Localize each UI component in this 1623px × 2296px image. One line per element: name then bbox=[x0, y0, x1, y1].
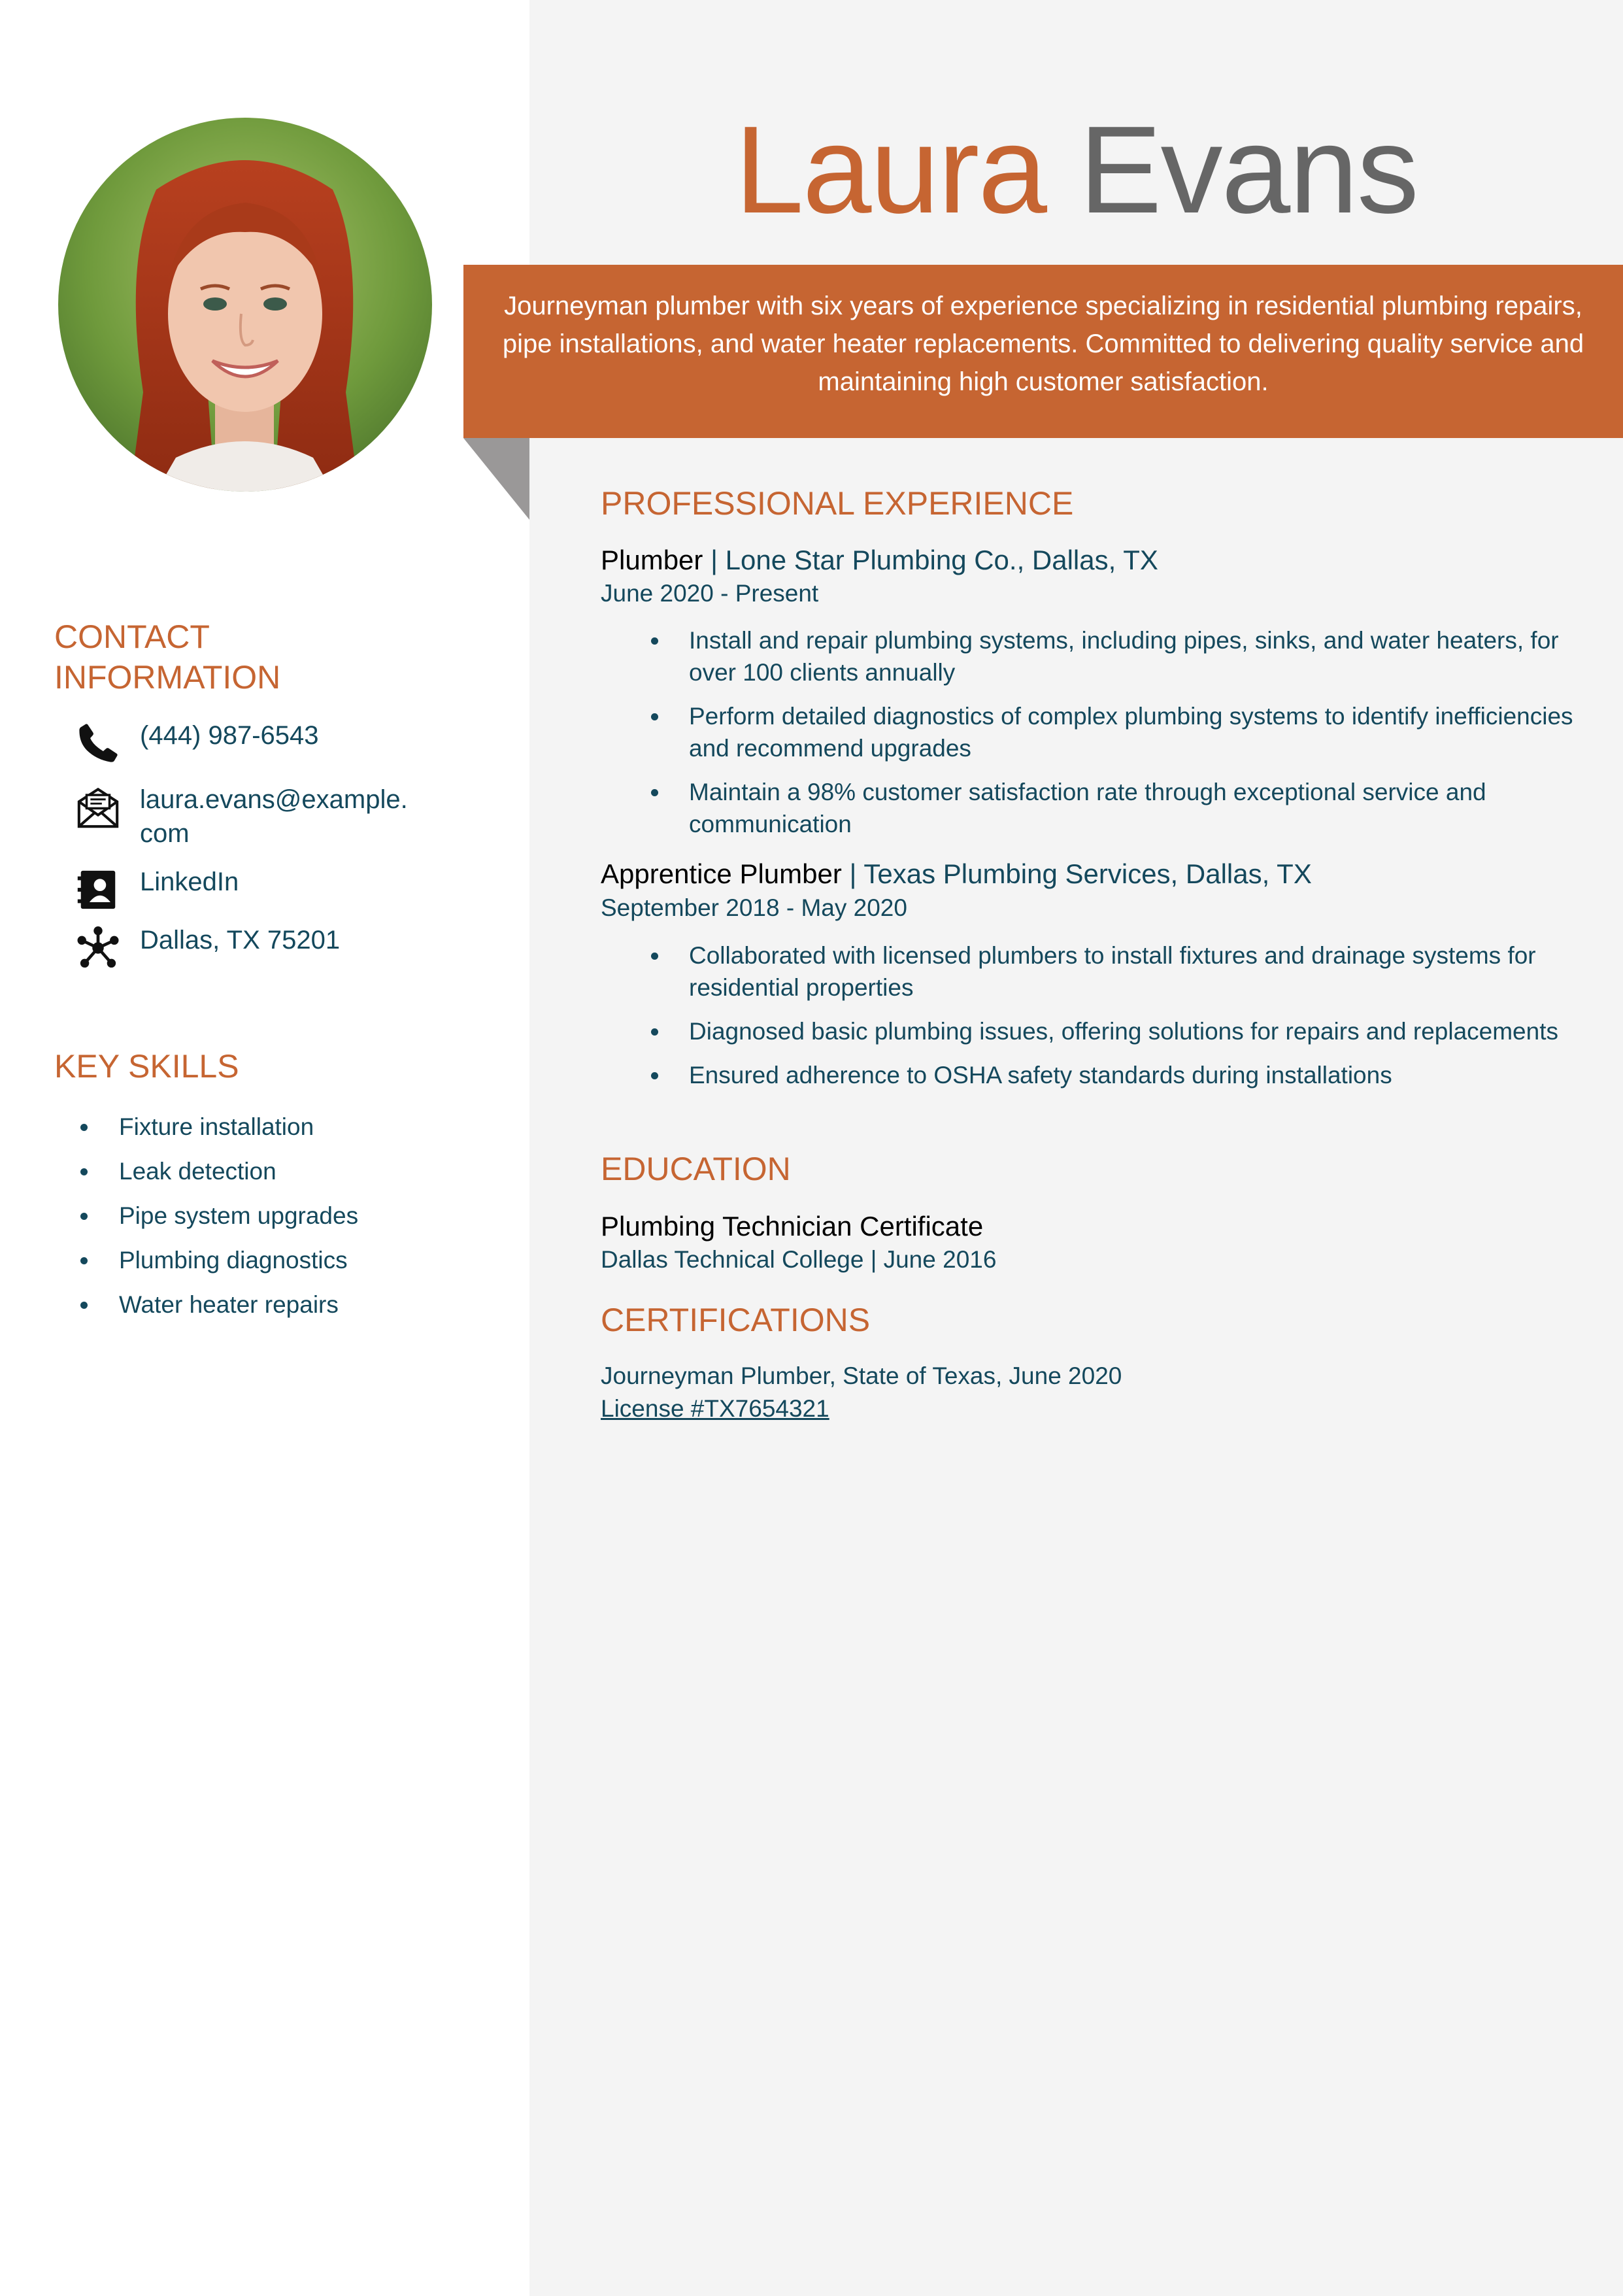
education-details: Dallas Technical College | June 2016 bbox=[601, 1246, 997, 1273]
bullet-item: Install and repair plumbing systems, including pipes, sinks, and water heaters, for over 100 clients annually bbox=[647, 624, 1582, 688]
skills-heading: KEY SKILLS bbox=[54, 1048, 239, 1085]
bullet-item: Perform detailed diagnostics of complex plumbing systems to identify inefficiencies and recommend upgrades bbox=[647, 700, 1582, 764]
job-title-2 bbox=[601, 856, 1312, 892]
bullet-item: Diagnosed basic plumbing issues, offering solutions for repairs and replacements bbox=[647, 1015, 1582, 1047]
skills-list bbox=[78, 1105, 358, 1327]
job-dates-1: June 2020 - Present bbox=[601, 580, 819, 607]
contact-linkedin bbox=[75, 865, 239, 915]
skill-item: Plumbing diagnostics bbox=[78, 1238, 358, 1283]
bullet-item: Maintain a 98% customer satisfaction rate through exceptional service and communication bbox=[647, 776, 1582, 840]
job-bullets-1 bbox=[647, 624, 1582, 852]
profile-photo bbox=[58, 118, 432, 492]
contact-heading: CONTACT INFORMATION bbox=[54, 618, 281, 696]
linkedin-text[interactable]: LinkedIn bbox=[140, 868, 239, 896]
email-icon bbox=[75, 783, 125, 832]
certifications-heading: CERTIFICATIONS bbox=[601, 1302, 871, 1338]
network-icon bbox=[75, 923, 125, 973]
skill-item: Water heater repairs bbox=[78, 1283, 358, 1327]
contact-location bbox=[75, 923, 340, 973]
job-role: Apprentice Plumber bbox=[601, 858, 842, 889]
education-degree: Plumbing Technician Certificate bbox=[601, 1211, 984, 1241]
location-text: Dallas, TX 75201 bbox=[140, 926, 341, 954]
license-link[interactable]: License #TX7654321 bbox=[601, 1395, 829, 1422]
first-name: Laura bbox=[735, 101, 1046, 239]
skill-item: Leak detection bbox=[78, 1149, 358, 1194]
education-heading: EDUCATION bbox=[601, 1151, 791, 1187]
summary-banner bbox=[463, 265, 1623, 438]
job-company: | Lone Star Plumbing Co., Dallas, TX bbox=[703, 545, 1158, 575]
last-name: Evans bbox=[1079, 101, 1418, 239]
job-dates-2: September 2018 - May 2020 bbox=[601, 894, 907, 921]
email-text[interactable]: laura.evans@example. com bbox=[140, 785, 408, 848]
job-bullets-2 bbox=[647, 939, 1582, 1103]
bullet-item: Ensured adherence to OSHA safety standards during installations bbox=[647, 1059, 1582, 1091]
banner-fold-decoration bbox=[463, 438, 529, 520]
skill-item: Pipe system upgrades bbox=[78, 1194, 358, 1238]
phone-text[interactable]: (444) 987-6543 bbox=[140, 721, 319, 750]
bullet-item: Collaborated with licensed plumbers to install fixtures and drainage systems for residential properties bbox=[647, 939, 1582, 1004]
job-role: Plumber bbox=[601, 545, 703, 575]
skill-item: Fixture installation bbox=[78, 1105, 358, 1149]
job-title-1 bbox=[601, 542, 1158, 579]
job-company: | Texas Plumbing Services, Dallas, TX bbox=[841, 858, 1312, 889]
experience-heading: PROFESSIONAL EXPERIENCE bbox=[601, 485, 1074, 522]
contact-card-icon bbox=[75, 865, 125, 915]
summary-text: Journeyman plumber with six years of experience specializing in residential plumbing repairs, pipe installations, and water heater replacements. Committed to delivering quality service and maintaining high customer satisfaction. bbox=[502, 292, 1584, 396]
certification-text: Journeyman Plumber, State of Texas, June 2020 bbox=[601, 1362, 1122, 1389]
candidate-name bbox=[529, 98, 1623, 242]
contact-phone bbox=[75, 718, 319, 768]
contact-email bbox=[75, 783, 408, 851]
phone-icon bbox=[75, 718, 125, 768]
